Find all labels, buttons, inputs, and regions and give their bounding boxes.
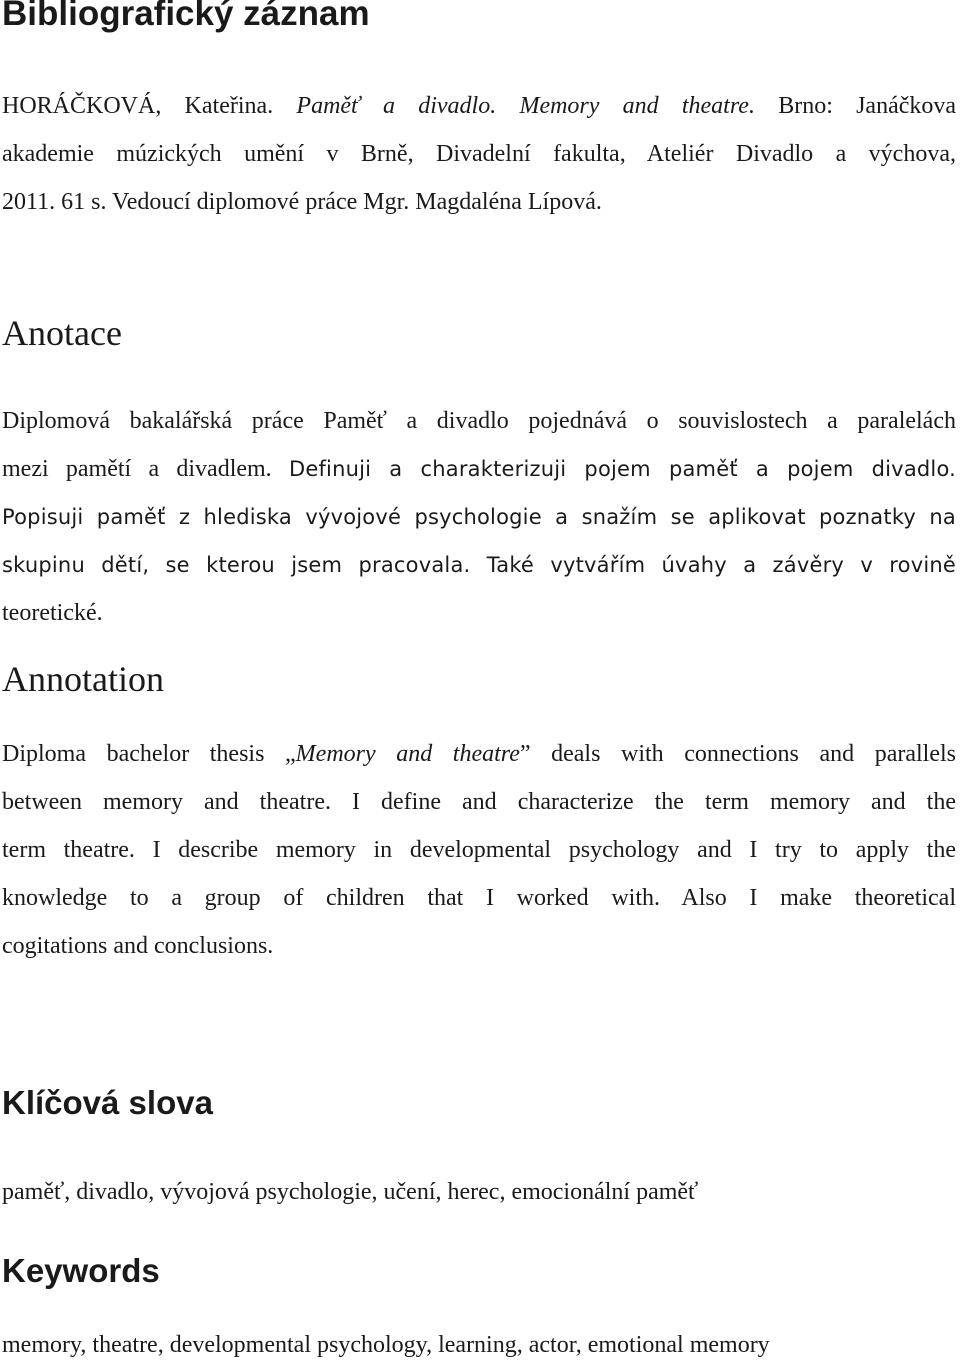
annotation-en-line-4: knowledge to a group of children that I worked with. Also I make theoretical: [2, 885, 956, 911]
annotation-cz-heading: Anotace: [2, 313, 122, 353]
annotation-cz-text: [2, 397, 956, 637]
annotation-en-text: [2, 730, 956, 970]
bibliographic-record-text: [2, 82, 956, 226]
annotation-en-heading: Annotation: [2, 659, 164, 699]
annotation-cz-line-1: Diplomová bakalářská práce Paměť a divadlo pojednává o souvislostech a paralelách: [2, 408, 956, 434]
keywords-en-heading: Keywords: [2, 1252, 160, 1289]
annotation-cz-line-4: skupinu dětí, se kterou jsem pracovala. Také vytvářím úvahy a závěry v rovině: [2, 553, 956, 577]
annotation-en-line-2: between memory and theatre. I define and characterize the term memory and the: [2, 789, 956, 815]
annotation-cz-line-2: mezi pamětí a divadlem. Definuji a charakterizuji pojem paměť a pojem divadlo.: [2, 456, 957, 482]
annotation-en-line-1: Diploma bachelor thesis „Memory and theatre” deals with connections and parallels: [2, 741, 956, 767]
keywords-en-list: memory, theatre, developmental psychology, learning, actor, emotional memory: [2, 1332, 770, 1358]
biblio-line-3: 2011. 61 s. Vedoucí diplomové práce Mgr. Magdaléna Lípová.: [2, 189, 602, 215]
annotation-cz-line-5: teoretické.: [2, 600, 103, 626]
keywords-cz-heading: Klíčová slova: [2, 1084, 213, 1121]
annotation-en-line-5: cogitations and conclusions.: [2, 933, 274, 959]
annotation-en-title-italic: Memory and theatre: [295, 741, 520, 767]
biblio-line-1: HORÁČKOVÁ, Kateřina. Paměť a divadlo. Memory and theatre. Brno: Janáčkova: [2, 93, 957, 119]
annotation-en-line-3: term theatre. I describe memory in developmental psychology and I try to apply the: [2, 837, 956, 863]
biblio-title-italic: Paměť a divadlo. Memory and theatre.: [296, 93, 755, 119]
keywords-cz-list: paměť, divadlo, vývojová psychologie, učení, herec, emocionální paměť: [2, 1179, 699, 1205]
annotation-cz-line-3: Popisuji paměť z hlediska vývojové psychologie a snažím se aplikovat poznatky na: [2, 505, 956, 529]
biblio-line-2: akademie múzických umění v Brně, Divadelní fakulta, Ateliér Divadlo a výchova,: [2, 141, 956, 167]
bibliographic-record-heading: Bibliografický záznam: [2, 0, 370, 33]
